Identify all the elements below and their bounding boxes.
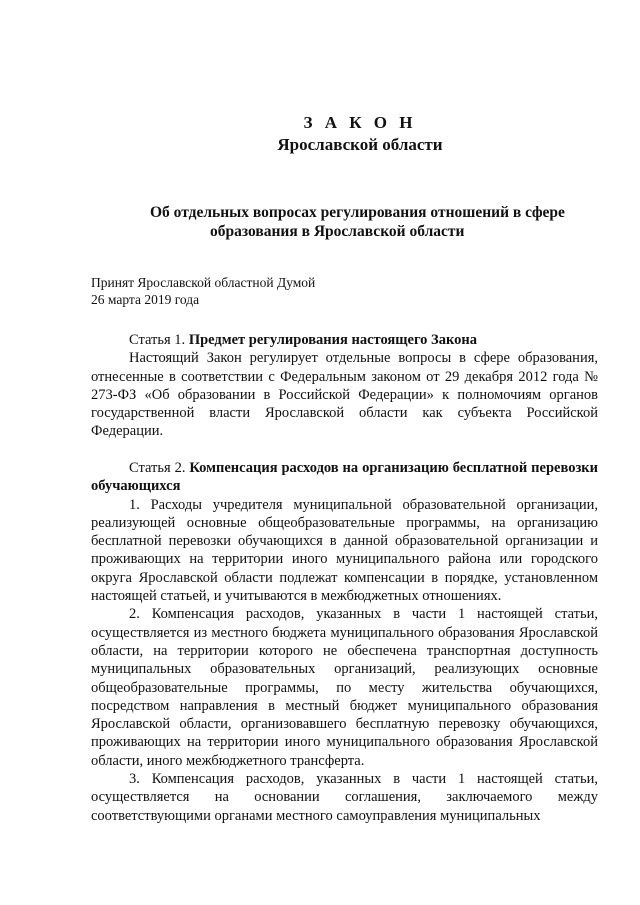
article-2-label: Статья 2. [129,460,190,476]
adoption-date: 26 марта 2019 года [91,292,200,307]
adoption-note [91,274,315,308]
law-subject-line-2: образования в Ярославской области [210,223,465,240]
article-2-paragraph-3: 3. Компенсация расходов, указанных в части 1 настоящей статьи, осуществляется на основании соглашения, заключаемого между соответствующими органами местного самоуправления муниципальных [91,771,598,824]
adoption-body: Принят Ярославской областной Думой [91,275,316,290]
article-1-paragraph-1: Настоящий Закон регулирует отдельные вопросы в сфере образования, отнесенные в соответствии с Федеральным законом от 29 декабря 2012 года № 273-ФЗ «Об образовании в Российской Федерации» к полномочиям органов государственной власти Ярославской области как субъекта Российской Федерации. [91,350,598,440]
law-title: З А К О Н [303,113,417,132]
article-1-title: Предмет регулирования настоящего Закона [188,332,477,348]
article-1-label: Статья 1. [129,332,189,348]
law-subject [150,203,586,241]
article-2-heading [91,459,598,496]
article-2 [91,459,598,825]
law-subject-line-1: Об отдельных вопросах регулирования отношений в сфере [150,204,565,221]
article-2-paragraph-2: 2. Компенсация расходов, указанных в части 1 настоящей статьи, осуществляется из местного бюджета муниципального образования Ярославской области, на территории которого не обеспечена транспортная доступность муниципальных образовательных организаций, реализующих основные общеобразовательные программы, по месту жительства обучающихся, посредством направления в местный бюджет муниципального образования Ярославской области, организовавшего бесплатную перевозку обучающихся, проживающих на территории иного муниципального образования Ярославской области, иного межбюджетного трансферта. [91,606,598,769]
law-region: Ярославской области [277,135,443,154]
article-2-paragraph-1: 1. Расходы учредителя муниципальной образовательной организации, реализующей основные общеобразовательные программы, на организацию бесплатной перевозки обучающихся в данной образовательной организации и проживающих на территории иного муниципального района или городского округа Ярославской области подлежат компенсации в порядке, установленном настоящей статьей, и учитываются в межбюджетных отношениях. [91,496,598,605]
article-2-title: Компенсация расходов на организацию бесплатной перевозки обучающихся [91,460,598,495]
article-1 [91,331,598,441]
article-1-heading [91,331,598,349]
